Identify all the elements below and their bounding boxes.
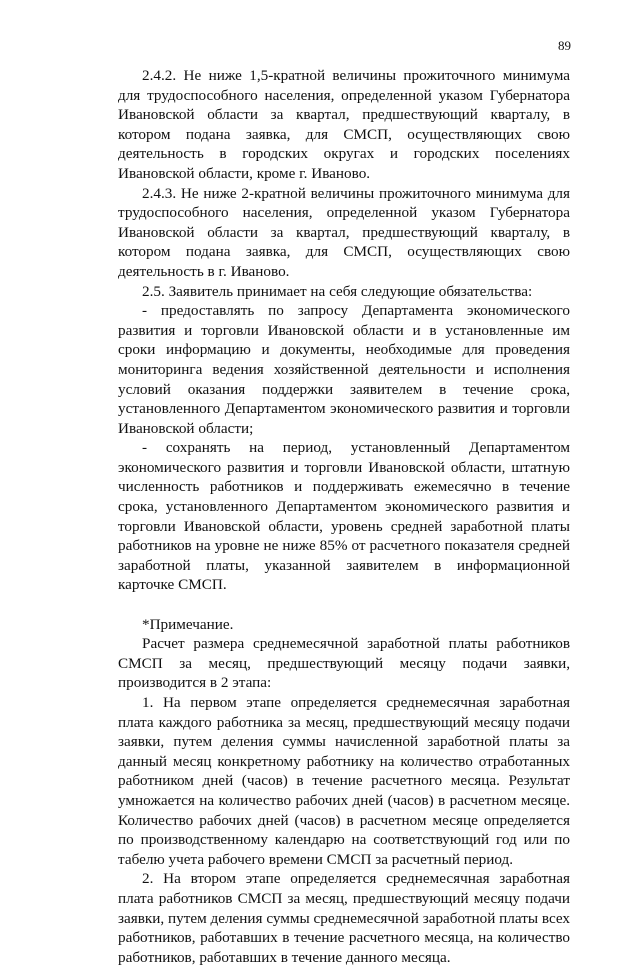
clause-2-5: 2.5. Заявитель принимает на себя следующие обязательства:: [142, 282, 533, 300]
page-number: 89: [558, 38, 571, 53]
note-intro: Расчет размера среднемесячной заработной платы работников СМСП за месяц, предшествующий месяцу подачи заявки, производится в 2 этапа:: [118, 635, 570, 692]
obligation-provide-information: - предоставлять по запросу Департамента экономического развития и торговли Ивановской области и в установленные им сроки информацию и документы, необходимые для проведения мониторинга ведения хозяйственной деятельности и исполнения условий оказания поддержки заявителем в течение срока, установленного Департаментом экономического развития и торговли Ивановской области;: [118, 302, 570, 437]
note-stage-2: 2. На втором этапе определяется среднемесячная заработная плата работников СМСП за месяц, предшествующий месяцу подачи заявки, путем деления суммы среднемесячной заработной платы всех работников, работавших в течение расчетного месяца, на количество работников, работавших в течение данного месяца.: [118, 870, 571, 966]
obligation-maintain-staff: - сохранять на период, установленный Департаментом экономического развития и торговли Ивановской области, штатную численность работников и поддерживать ежемесячно в течение срока, установленного Департаментом экономического развития и торговли Ивановской области, уровень средней заработной платы работников на уровне не ниже 85% от расчетного показателя средней заработной платы, указанной заявителем в информационной карточке СМСП.: [118, 439, 570, 594]
note-heading: *Примечание.: [142, 615, 234, 633]
note-stage-1: 1. На первом этапе определяется среднемесячная заработная плата каждого работника за месяц, предшествующий месяцу подачи заявки, путем деления суммы начисленной заработной платы за данный месяц конкретному работнику на количество отработанных работником дней (часов) в течение расчетного месяца. Результат умножается на количество рабочих дней (часов) в расчетном месяце. Количество рабочих дней (часов) в расчетном месяце определяется по производственному календарю на соответствующий год или по табелю учета рабочего времени СМСП за расчетный период.: [118, 694, 570, 868]
clause-2-4-2: 2.4.2. Не ниже 1,5-кратной величины прожиточного минимума для трудоспособного населения, определенной указом Губернатора Ивановской области за квартал, предшествующий кварталу, в котором подана заявка, для СМСП, осуществляющих свою деятельность в городских округах и городских поселениях Ивановской области, кроме г. Иваново.: [118, 67, 570, 182]
document-body: [118, 66, 570, 967]
clause-2-4-3: 2.4.3. Не ниже 2-кратной величины прожиточного минимума для трудоспособного населения, определенной указом Губернатора Ивановской области за квартал, предшествующий кварталу, в котором подана заявка, для СМСП, осуществляющих свою деятельность в г. Иваново.: [118, 184, 570, 280]
